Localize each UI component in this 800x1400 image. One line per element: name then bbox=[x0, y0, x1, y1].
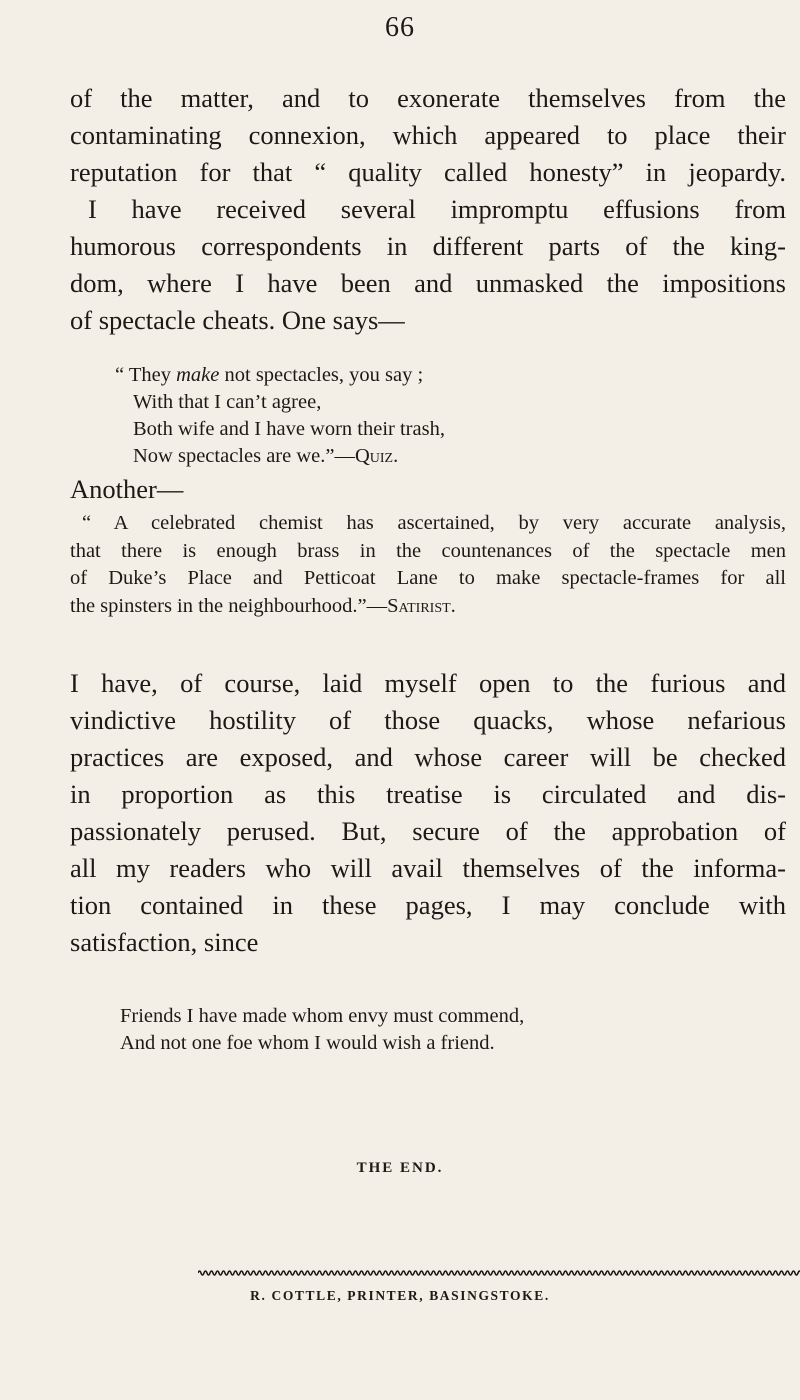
text-line: humorous correspondents in different parts of the king- bbox=[70, 231, 786, 261]
text-line: I have, of course, laid myself open to the furious and bbox=[70, 668, 786, 698]
verse-line: “ They make not spectacles, you say ; bbox=[115, 364, 424, 386]
quote-line: “ A celebrated chemist has ascertained, by very accurate analysis, bbox=[82, 512, 786, 534]
text-line: passionately perused. But, secure of the approbation of bbox=[70, 816, 786, 846]
text-line: practices are exposed, and whose career will be checked bbox=[70, 742, 786, 772]
text-line: satisfaction, since bbox=[70, 927, 259, 957]
paragraph-1 bbox=[70, 80, 786, 339]
text-line: dom, where I have been and unmasked the impositions bbox=[70, 268, 786, 298]
verse-line: Friends I have made whom envy must commend, bbox=[120, 1005, 525, 1027]
text-line: all my readers who will avail themselves of the informa- bbox=[70, 853, 786, 883]
wavy-rule-ornament bbox=[198, 1268, 800, 1278]
closing-couplet bbox=[120, 1003, 760, 1057]
another-label: Another— bbox=[70, 474, 184, 504]
verse-quiz bbox=[115, 362, 755, 470]
text-line: I have received several impromptu effusions from bbox=[88, 194, 786, 224]
satirist-quote bbox=[70, 510, 786, 620]
quote-line: that there is enough brass in the countenances of the spectacle men bbox=[70, 539, 786, 562]
printer-imprint: R. COTTLE, PRINTER, BASINGSTOKE. bbox=[250, 1288, 550, 1303]
the-end: THE END. bbox=[356, 1160, 444, 1176]
verse-line: With that I can’t agree, bbox=[133, 391, 322, 413]
text-line: of the matter, and to exonerate themselves from the bbox=[70, 83, 786, 113]
text-line: reputation for that “ quality called honesty” in jeopardy. bbox=[70, 157, 786, 187]
text-line: vindictive hostility of those quacks, whose nefarious bbox=[70, 705, 786, 735]
page-number: 66 bbox=[385, 12, 415, 43]
text-line: in proportion as this treatise is circulated and dis- bbox=[70, 779, 786, 809]
verse-line: Both wife and I have worn their trash, bbox=[133, 418, 445, 440]
text-line: tion contained in these pages, I may conclude with bbox=[70, 890, 786, 920]
paragraph-2 bbox=[70, 665, 786, 961]
verse-line: Now spectacles are we.”—Quiz. bbox=[133, 445, 399, 467]
text-line: contaminating connexion, which appeared to place their bbox=[70, 120, 786, 150]
text-line: of spectacle cheats. One says— bbox=[70, 305, 405, 335]
verse-line: And not one foe whom I would wish a friend. bbox=[120, 1032, 495, 1054]
quote-line: of Duke’s Place and Petticoat Lane to make spectacle-frames for all bbox=[70, 567, 786, 589]
quote-line: the spinsters in the neighbourhood.”—Satirist. bbox=[70, 594, 456, 617]
